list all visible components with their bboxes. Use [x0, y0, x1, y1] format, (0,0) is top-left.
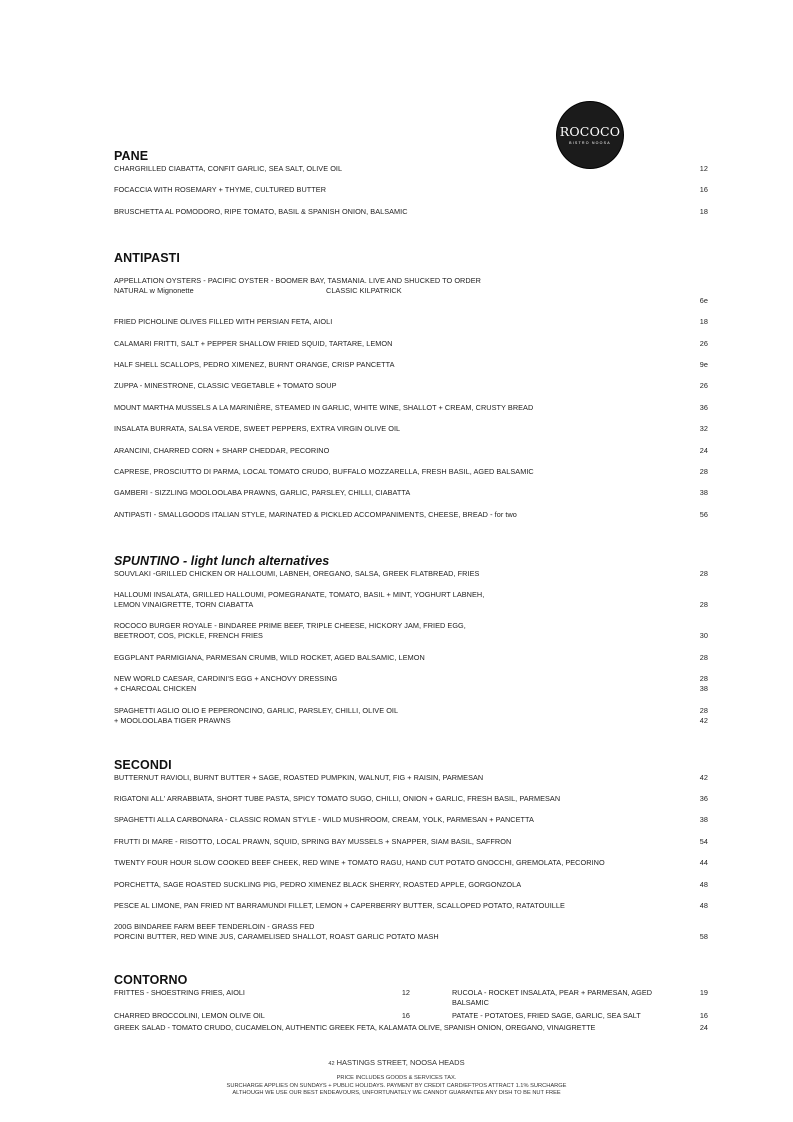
side-description: CHARRED BROCCOLINI, LEMON OLIVE OIL	[114, 1010, 265, 1020]
item-price: 42	[699, 772, 708, 782]
item-description: FRIED PICHOLINE OLIVES FILLED WITH PERSIAN FETA, AIOLI	[114, 317, 333, 327]
item-price: 44	[699, 858, 708, 868]
item-description: ANTIPASTI - SMALLGOODS ITALIAN STYLE, MARINATED & PICKLED ACCOMPANIMENTS, CHEESE, BREAD - for two	[114, 509, 517, 519]
section-subtitle: - light lunch alternatives	[179, 553, 330, 568]
item-description: EGGPLANT PARMIGIANA, PARMESAN CRUMB, WILD ROCKET, AGED BALSAMIC, LEMON	[114, 652, 425, 662]
section-title	[114, 554, 708, 568]
fine-print-surcharge: SURCHARGE APPLIES ON SUNDAYS + PUBLIC HOLIDAYS. PAYMENT BY CREDIT CARD/EFTPOS ATTRACT 1.1% SURCHARGE	[226, 1082, 567, 1089]
item-price: 36	[699, 794, 708, 804]
item-description: INSALATA BURRATA, SALSA VERDE, SWEET PEPPERS, EXTRA VIRGIN OLIVE OIL	[114, 424, 401, 434]
item-description: CHARGRILLED CIABATTA, CONFIT GARLIC, SEA SALT, OLIVE OIL	[114, 164, 343, 173]
address-street: HASTINGS STREET, NOOSA HEADS	[334, 1058, 465, 1067]
menu-item	[114, 674, 708, 694]
menu-item	[114, 339, 708, 349]
item-price: 30	[699, 631, 708, 641]
item-price: 16	[699, 185, 708, 195]
fine-print-tax: PRICE INCLUDES GOODS & SERVICES TAX.	[336, 1075, 457, 1081]
menu-item	[114, 569, 708, 579]
item-description: BRUSCHETTA AL POMODORO, RIPE TOMATO, BASIL & SPANISH ONION, BALSAMIC	[114, 206, 408, 216]
item-price: 48	[699, 879, 708, 889]
side-row	[114, 1011, 708, 1021]
address	[0, 1058, 793, 1067]
item-description: SPAGHETTI ALLA CARBONARA - CLASSIC ROMAN STYLE - WILD MUSHROOM, CREAM, YOLK, PARMESAN + PANCETTA	[114, 815, 534, 825]
item-description: PESCE AL LIMONE, PAN FRIED NT BARRAMUNDI FILLET, LEMON + CAPERBERRY BUTTER, SCALLOPED POTATO, RATATOUILLE	[114, 900, 565, 910]
item-description: FOCACCIA WITH ROSEMARY + THYME, CULTURED BUTTER	[114, 185, 327, 195]
item-price: 28	[699, 466, 708, 476]
side-price: 16	[401, 1010, 410, 1020]
oyster-natural: NATURAL w Mignonette	[114, 285, 194, 295]
fine-print-allergy: ALTHOUGH WE USE OUR BEST ENDEAVOURS, UNFORTUNATELY WE CANNOT GUARANTEE ANY DISH TO BE NUT FREE	[232, 1090, 561, 1097]
side-row	[114, 988, 708, 1008]
menu-item	[114, 381, 708, 391]
item-price: 28 42	[699, 705, 708, 725]
menu-item	[114, 621, 708, 641]
item-description: SPAGHETTI AGLIO OLIO E PEPERONCINO, GARLIC, PARSLEY, CHILLI, OLIVE OIL + MOOLOOLABA TIGER PRAWNS	[114, 705, 399, 725]
section-title: SECONDI	[114, 757, 172, 772]
menu-item	[114, 880, 708, 890]
item-price: 32	[699, 424, 708, 434]
item-price: 18	[699, 317, 708, 327]
item-description: ZUPPA - MINESTRONE, CLASSIC VEGETABLE + TOMATO SOUP	[114, 381, 337, 391]
side-price: 16	[699, 1010, 708, 1020]
item-price: 48	[699, 900, 708, 910]
item-description: TWENTY FOUR HOUR SLOW COOKED BEEF CHEEK, RED WINE + TOMATO RAGU, HAND CUT POTATO GNOCCHI, GREMOLATA, PECORINO	[114, 858, 605, 868]
item-description: GAMBERI - SIZZLING MOOLOOLABA PRAWNS, GARLIC, PARSLEY, CHILLI, CIABATTA	[114, 488, 411, 498]
item-price: 28	[699, 568, 708, 578]
side-description: PATATE - POTATOES, FRIED SAGE, GARLIC, SEA SALT	[452, 1010, 641, 1020]
item-description: PORCHETTA, SAGE ROASTED SUCKLING PIG, PEDRO XIMENEZ BLACK SHERRY, ROASTED APPLE, GORGONZOLA	[114, 879, 522, 889]
item-description: SOUVLAKI -GRILLED CHICKEN OR HALLOUMI, LABNEH, OREGANO, SALSA, GREEK FLATBREAD, FRIES	[114, 568, 480, 578]
menu-item	[114, 837, 708, 847]
item-price: 28 38	[699, 674, 708, 694]
item-price: 58	[699, 932, 708, 942]
section-title: PANE	[114, 149, 149, 163]
side-price: 19	[699, 988, 708, 998]
item-description: FRUTTI DI MARE - RISOTTO, LOCAL PRAWN, SQUID, SPRING BAY MUSSELS + SNAPPER, SIAM BASIL, SAFFRON	[114, 836, 512, 846]
menu-item	[114, 207, 708, 217]
menu-item	[114, 488, 708, 498]
menu-item	[114, 360, 708, 370]
menu-item	[114, 922, 708, 942]
menu-item	[114, 858, 708, 868]
logo-subtitle: BISTRO NOOSA	[569, 141, 611, 145]
section-pane	[114, 149, 708, 217]
item-description: HALF SHELL SCALLOPS, PEDRO XIMENEZ, BURNT ORANGE, CRISP PANCETTA	[114, 359, 395, 369]
side-price: 24	[699, 1023, 708, 1033]
item-price: 28	[699, 652, 708, 662]
menu-item	[114, 424, 708, 434]
menu-item	[114, 653, 708, 663]
menu-item-oysters	[114, 266, 708, 306]
item-price: 9e	[699, 359, 708, 369]
item-description: ROCOCO BURGER ROYALE - BINDAREE PRIME BEEF, TRIPLE CHEESE, HICKORY JAM, FRIED EGG, BEETROOT, COS, PICKLE, FRENCH FRIES	[114, 621, 466, 641]
menu-item	[114, 185, 708, 195]
footer	[0, 1058, 793, 1098]
item-description: APPELLATION OYSTERS - PACIFIC OYSTER - BOOMER BAY, TASMANIA. LIVE AND SHUCKED TO ORDER	[114, 275, 481, 285]
menu-item	[114, 901, 708, 911]
item-price: 38	[699, 488, 708, 498]
item-price: 26	[699, 338, 708, 348]
item-description: NEW WORLD CAESAR, CARDINI'S EGG + ANCHOVY DRESSING + CHARCOAL CHICKEN	[114, 674, 338, 694]
oyster-kilpatrick: CLASSIC KILPATRICK	[326, 285, 402, 295]
menu-item	[114, 794, 708, 804]
item-price: 24	[699, 445, 708, 455]
menu	[114, 149, 708, 1067]
menu-item	[114, 446, 708, 456]
menu-item	[114, 403, 708, 413]
item-price: 28	[699, 600, 708, 610]
menu-item	[114, 590, 708, 610]
item-price: 56	[699, 509, 708, 519]
menu-item	[114, 510, 708, 520]
menu-item	[114, 317, 708, 327]
section-spuntino	[114, 554, 708, 726]
item-price: 6e	[699, 295, 708, 305]
item-description: CAPRESE, PROSCIUTTO DI PARMA, LOCAL TOMATO CRUDO, BUFFALO MOZZARELLA, FRESH BASIL, AGED BALSAMIC	[114, 466, 534, 476]
item-price: 36	[699, 402, 708, 412]
side-description: FRITTES - SHOESTRING FRIES, AIOLI	[114, 988, 245, 998]
menu-item	[114, 706, 708, 726]
item-price: 12	[699, 164, 708, 173]
item-description: CALAMARI FRITTI, SALT + PEPPER SHALLOW FRIED SQUID, TARTARE, LEMON	[114, 338, 393, 348]
item-description: RIGATONI ALL' ARRABBIATA, SHORT TUBE PASTA, SPICY TOMATO SUGO, CHILLI, ONION + GARLIC, FRESH BASIL, PARMESAN	[114, 794, 561, 804]
item-description: ARANCINI, CHARRED CORN + SHARP CHEDDAR, PECORINO	[114, 445, 330, 455]
menu-item	[114, 815, 708, 825]
side-row	[114, 1023, 708, 1033]
section-title-main: SPUNTINO	[114, 553, 180, 568]
menu-item	[114, 164, 708, 174]
item-description: MOUNT MARTHA MUSSELS A LA MARINIÈRE, STEAMED IN GARLIC, WHITE WINE, SHALLOT + CREAM, CRUSTY BREAD	[114, 402, 534, 412]
address-number: 42	[328, 1061, 335, 1067]
menu-item	[114, 773, 708, 783]
section-antipasti	[114, 251, 708, 520]
menu-item	[114, 467, 708, 477]
item-description: BUTTERNUT RAVIOLI, BURNT BUTTER + SAGE, ROASTED PUMPKIN, WALNUT, FIG + RAISIN, PARMESAN	[114, 772, 484, 782]
item-price: 38	[699, 815, 708, 825]
side-description: RUCOLA - ROCKET INSALATA, PEAR + PARMESAN, AGED BALSAMIC	[452, 988, 652, 1008]
section-title: CONTORNO	[114, 973, 188, 988]
side-price: 12	[401, 988, 410, 998]
section-contorno	[114, 973, 708, 1033]
side-description: GREEK SALAD - TOMATO CRUDO, CUCAMELON, AUTHENTIC GREEK FETA, KALAMATA OLIVE, SPANISH ONION, OREGANO, VINAIGRETTE	[114, 1023, 596, 1033]
item-price: 26	[699, 381, 708, 391]
logo-name: ROCOCO	[559, 124, 621, 139]
item-price: 54	[699, 836, 708, 846]
item-description: HALLOUMI INSALATA, GRILLED HALLOUMI, POMEGRANATE, TOMATO, BASIL + MINT, YOGHURT LABNEH, LEMON VINAIGRETTE, TORN CIABATTA	[114, 590, 485, 610]
item-description: 200G BINDAREE FARM BEEF TENDERLOIN - GRASS FED PORCINI BUTTER, RED WINE JUS, CARAMELISED SHALLOT, ROAST GARLIC POTATO MASH	[114, 922, 439, 942]
oyster-options	[114, 286, 668, 296]
section-secondi	[114, 758, 708, 943]
section-title: ANTIPASTI	[114, 250, 180, 265]
item-price: 18	[699, 206, 708, 216]
